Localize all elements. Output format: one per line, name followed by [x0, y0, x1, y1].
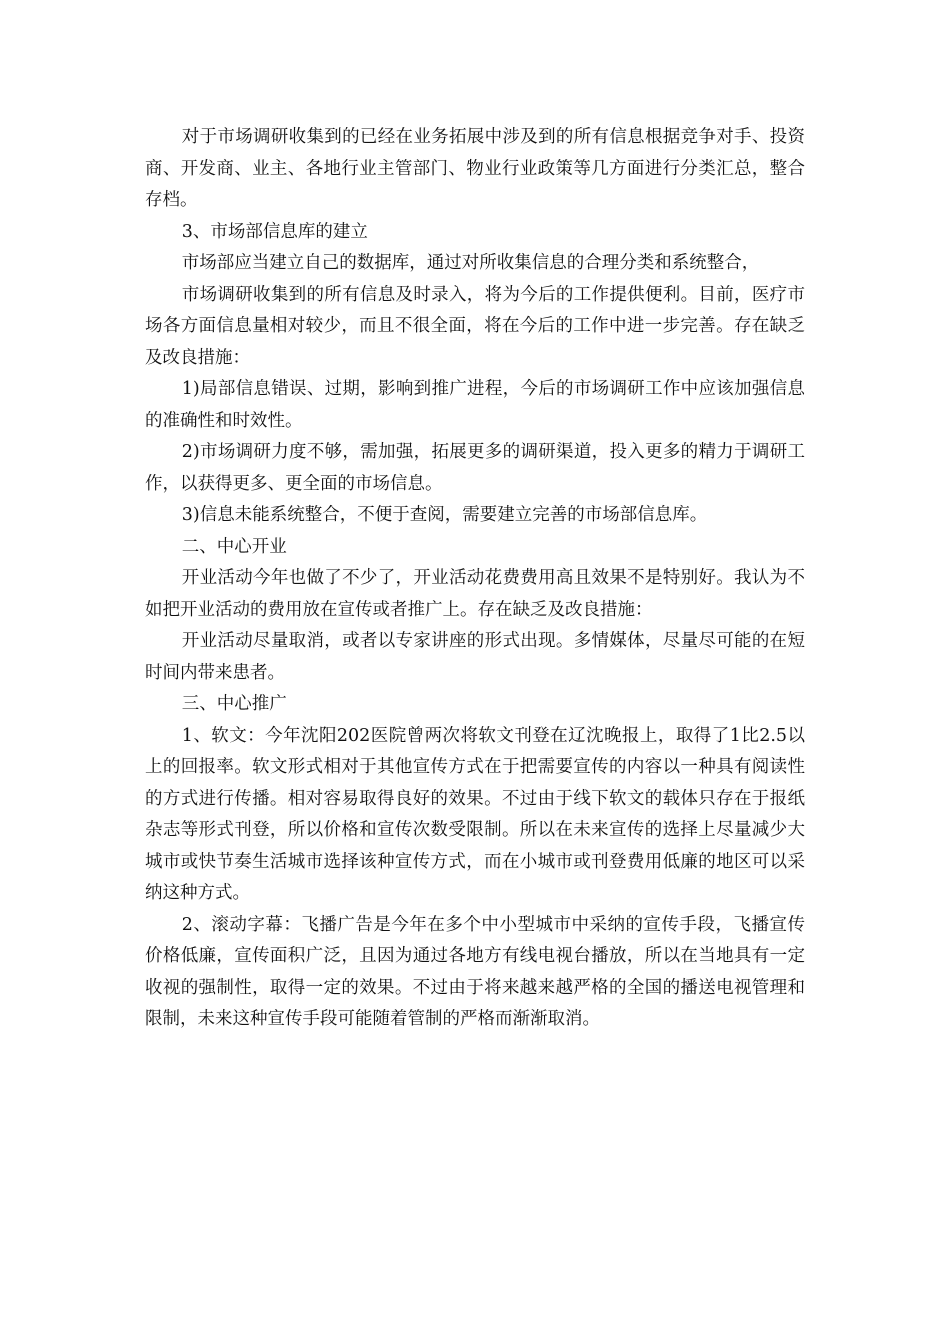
list-item-measure-2: 2)市场调研力度不够，需加强，拓展更多的调研渠道，投入更多的精力于调研工作，以获得更多、更全面的市场信息。	[145, 442, 805, 494]
heading-center-promotion: 三、中心推广	[181, 694, 287, 714]
paragraph-opening-measures: 开业活动尽量取消，或者以专家讲座的形式出现。多情媒体，尽量尽可能的在短时间内带来患者。	[145, 631, 805, 683]
document-body	[145, 122, 805, 1036]
paragraph-scrolling-captions: 2、滚动字幕：飞播广告是今年在多个中小型城市中采纳的宣传手段，飞播宣传价格低廉，宣传面积广泛，且因为通过各地方有线电视台播放，所以在当地具有一定收视的强制性，取得一定的效果。不过由于将来越来越严格的全国的播送电视管理和限制，未来这种宣传手段可能随着管制的严格而渐渐取消。	[145, 914, 805, 1029]
list-item-measure-3: 3)信息未能系统整合，不便于查阅，需要建立完善的市场部信息库。	[181, 505, 708, 525]
paragraph-opening-events: 开业活动今年也做了不少了，开业活动花费费用高且效果不是特别好。我认为不如把开业活动的费用放在宣传或者推广上。存在缺乏及改良措施：	[145, 568, 805, 620]
paragraph-soft-articles: 1、软文：今年沈阳202医院曾两次将软文刊登在辽沈晚报上，取得了1比2.5以上的回报率。软文形式相对于其他宣传方式在于把需要宣传的内容以一种具有阅读性的方式进行传播。相对容易取得良好的效果。不过由于线下软文的载体只存在于报纸杂志等形式刊登，所以价格和宣传次数受限制。所以在未来宣传的选择上尽量减少大城市或快节奏生活城市选择该种宣传方式，而在小城市或刊登费用低廉的地区可以采纳这种方式。	[145, 725, 805, 903]
heading-center-opening: 二、中心开业	[181, 536, 287, 557]
paragraph-database-intro: 市场部应当建立自己的数据库，通过对所收集信息的合理分类和系统整合，	[181, 253, 760, 273]
paragraph-archive-info: 对于市场调研收集到的已经在业务拓展中涉及到的所有信息根据竞争对手、投资商、开发商、业主、各地行业主管部门、物业行业政策等几方面进行分类汇总，整合存档。	[145, 127, 805, 210]
heading-database-setup: 3、市场部信息库的建立	[181, 221, 368, 242]
paragraph-database-entry: 市场调研收集到的所有信息及时录入，将为今后的工作提供便利。目前，医疗市场各方面信息量相对较少，而且不很全面，将在今后的工作中进一步完善。存在缺乏及改良措施：	[145, 284, 805, 368]
list-item-measure-1: 1)局部信息错误、过期，影响到推广进程，今后的市场调研工作中应该加强信息的准确性和时效性。	[145, 379, 805, 431]
